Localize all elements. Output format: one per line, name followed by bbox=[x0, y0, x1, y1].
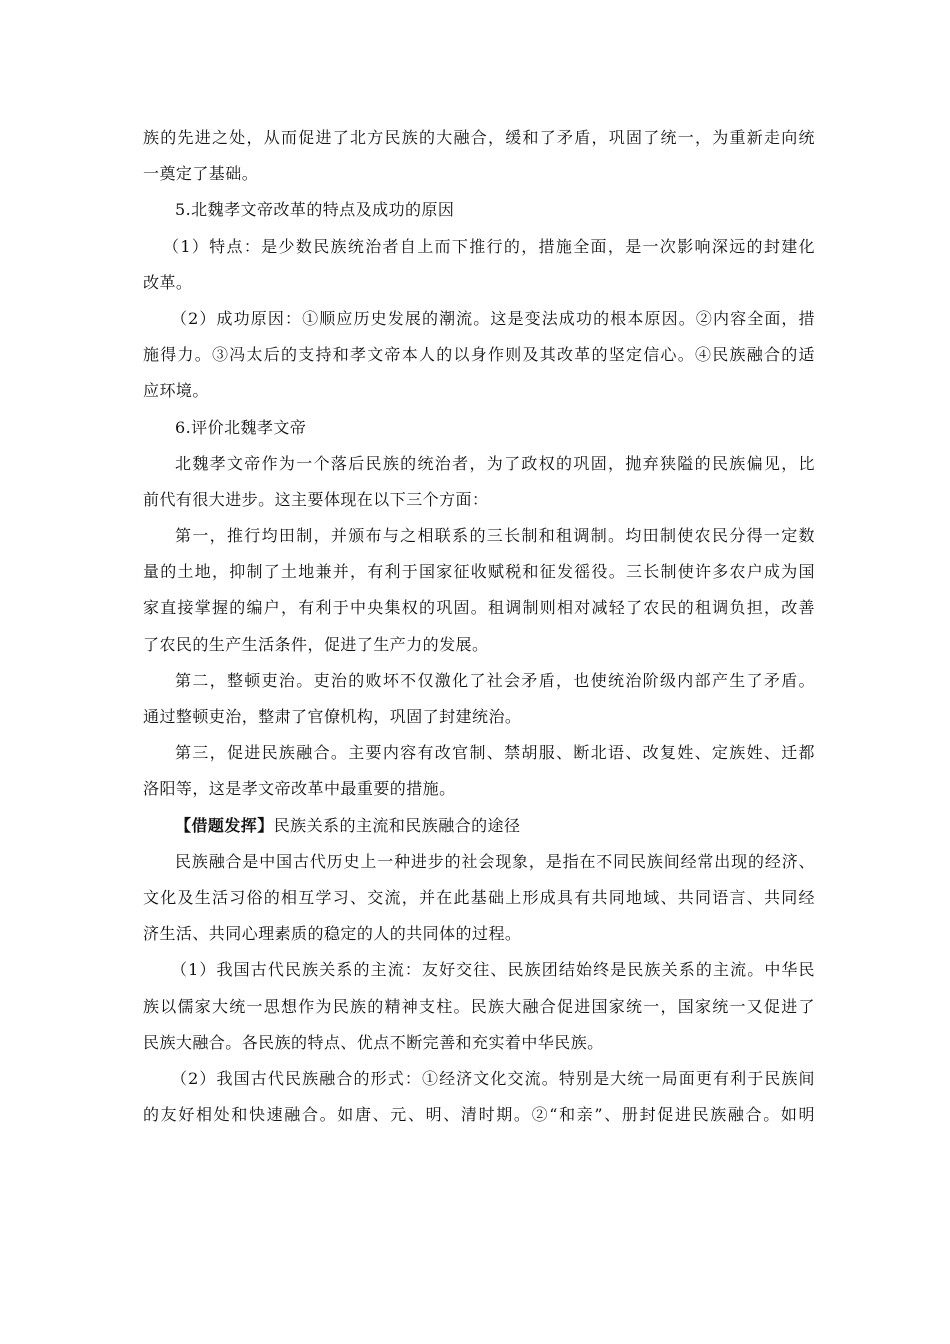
paragraph-line: 民族融合是中国古代历史上一种进步的社会现象，是指在不同民族间经常出现的经济、 bbox=[175, 851, 815, 871]
paragraph-line: 第三，促进民族融合。主要内容有改官制、禁胡服、断北语、改复姓、定族姓、迁都 bbox=[175, 743, 815, 763]
paragraph-line: 民族大融合。各民族的特点、优点不断完善和充实着中华民族。 bbox=[143, 1032, 604, 1052]
paragraph-line: 文化及生活习俗的相互学习、交流，并在此基础上形成具有共同地域、共同语言、共同经 bbox=[143, 887, 815, 907]
paragraph-line: 改革。 bbox=[143, 272, 193, 292]
topic-tag: 【借题发挥】 bbox=[175, 815, 274, 835]
paragraph-line: 族以儒家大统一思想作为民族的精神支柱。民族大融合促进国家统一，国家统一又促进了 bbox=[143, 996, 815, 1016]
paragraph-line: 通过整顿吏治，整肃了官僚机构，巩固了封建统治。 bbox=[143, 707, 522, 726]
paragraph-line: 第一，推行均田制，并颁布与之相联系的三长制和租调制。均田制使农民分得一定数 bbox=[175, 526, 815, 546]
paragraph-line: 前代有很大进步。这主要体现在以下三个方面： bbox=[143, 489, 489, 509]
topic-heading bbox=[143, 808, 815, 844]
paragraph-line: 的友好相处和快速融合。如唐、元、明、清时期。②“和亲”、册封促进民族融合。如明 bbox=[143, 1105, 815, 1125]
paragraph-line: 家直接掌握的编户，有利于中央集权的巩固。租调制则相对减轻了农民的租调负担，改善 bbox=[143, 598, 815, 618]
paragraph-line: （2）成功原因：①顺应历史发展的潮流。这是变法成功的根本原因。②内容全面，措 bbox=[171, 308, 815, 328]
paragraph-line: 济生活、共同心理素质的稳定的人的共同体的过程。 bbox=[143, 924, 522, 944]
paragraph-line: 第二，整顿吏治。吏治的败坏不仅激化了社会矛盾，也使统治阶级内部产生了矛盾。 bbox=[175, 670, 815, 690]
document-body bbox=[143, 120, 815, 1133]
paragraph-line: （2）我国古代民族融合的形式：①经济文化交流。特别是大统一局面更有利于民族间 bbox=[171, 1068, 815, 1088]
paragraph-line: 洛阳等，这是孝文帝改革中最重要的措施。 bbox=[143, 779, 456, 799]
section-heading: 5.北魏孝文帝改革的特点及成功的原因 bbox=[175, 200, 455, 220]
topic-title: 民族关系的主流和民族融合的途径 bbox=[273, 815, 521, 835]
paragraph-line: 族的先进之处，从而促进了北方民族的大融合，缓和了矛盾，巩固了统一，为重新走向统 bbox=[143, 128, 815, 147]
section-heading: 6.评价北魏孝文帝 bbox=[175, 417, 307, 437]
paragraph-line: （1）特点：是少数民族统治者自上而下推行的，措施全面，是一次影响深远的封建化 bbox=[163, 236, 815, 256]
paragraph-line: 施得力。③冯太后的支持和孝文帝本人的以身作则及其改革的坚定信心。④民族融合的适 bbox=[143, 345, 815, 365]
paragraph-line: 应环境。 bbox=[143, 381, 209, 401]
paragraph-line: 北魏孝文帝作为一个落后民族的统治者，为了政权的巩固，抛弃狭隘的民族偏见，比 bbox=[175, 453, 815, 473]
paragraph-line: （1）我国古代民族关系的主流：友好交往、民族团结始终是民族关系的主流。中华民 bbox=[171, 960, 815, 980]
paragraph-line: 了农民的生产生活条件，促进了生产力的发展。 bbox=[143, 634, 489, 654]
paragraph-line: 量的土地，抑制了土地兼并，有利于国家征收赋税和征发徭役。三长制使许多农户成为国 bbox=[143, 562, 815, 582]
paragraph-line: 一奠定了基础。 bbox=[143, 164, 259, 184]
